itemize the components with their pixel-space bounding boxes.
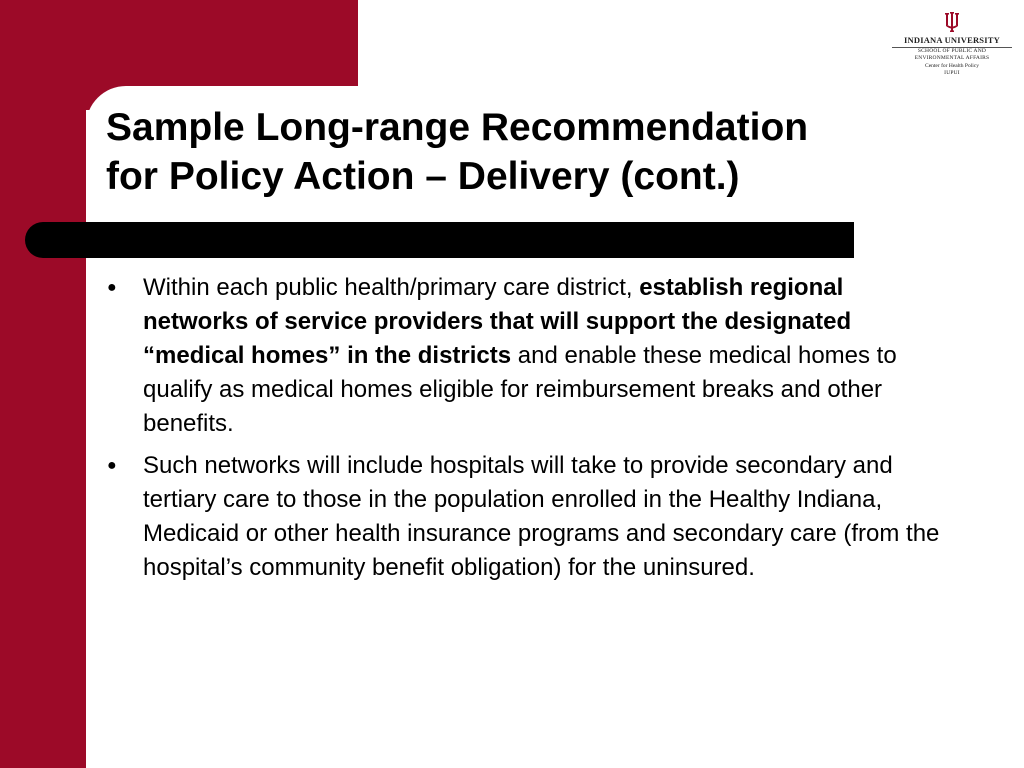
bullet-text: Such networks will include hospitals will take to provide secondary and tertiary care to those in the population enrolled in the Healthy Indiana, Medicaid or other health insurance programs and secondary care (from the hospital’s community benefit obligation) for the uninsured. <box>143 452 940 581</box>
slide-title-line1: Sample Long-range Recommendation <box>106 106 809 149</box>
logo-school-line2: ENVIRONMENTAL AFFAIRS <box>914 55 990 61</box>
bullet-icon: ● <box>107 457 117 474</box>
crimson-side-bar <box>0 0 86 768</box>
bullet-text-tail: and enable these medical homes to qualify as medical homes eligible for reimbursement breaks and other benefits. <box>143 342 897 437</box>
bullet-icon: ● <box>107 279 117 296</box>
bullet-text-emphasis: establish regional networks of service providers that will support the designated “medical homes” in the districts <box>143 274 852 369</box>
bullet-text-lead: Within each public health/primary care district, <box>143 274 640 301</box>
bullet-list <box>105 271 955 593</box>
logo-campus: IUPUI <box>944 70 960 76</box>
bullet-item-networks <box>105 271 955 441</box>
indiana-university-logo <box>892 12 1012 77</box>
logo-school-line1: SCHOOL OF PUBLIC AND <box>917 48 987 54</box>
title-rule-bar <box>25 222 854 258</box>
iu-trident-icon <box>945 12 959 32</box>
logo-center-name: Center for Health Policy <box>925 63 979 69</box>
logo-university-name: INDIANA UNIVERSITY <box>892 35 1012 48</box>
bullet-item-hospitals <box>105 449 955 585</box>
slide-title <box>106 103 966 201</box>
slide-title-line2: for Policy Action – Delivery (cont.) <box>106 155 740 198</box>
